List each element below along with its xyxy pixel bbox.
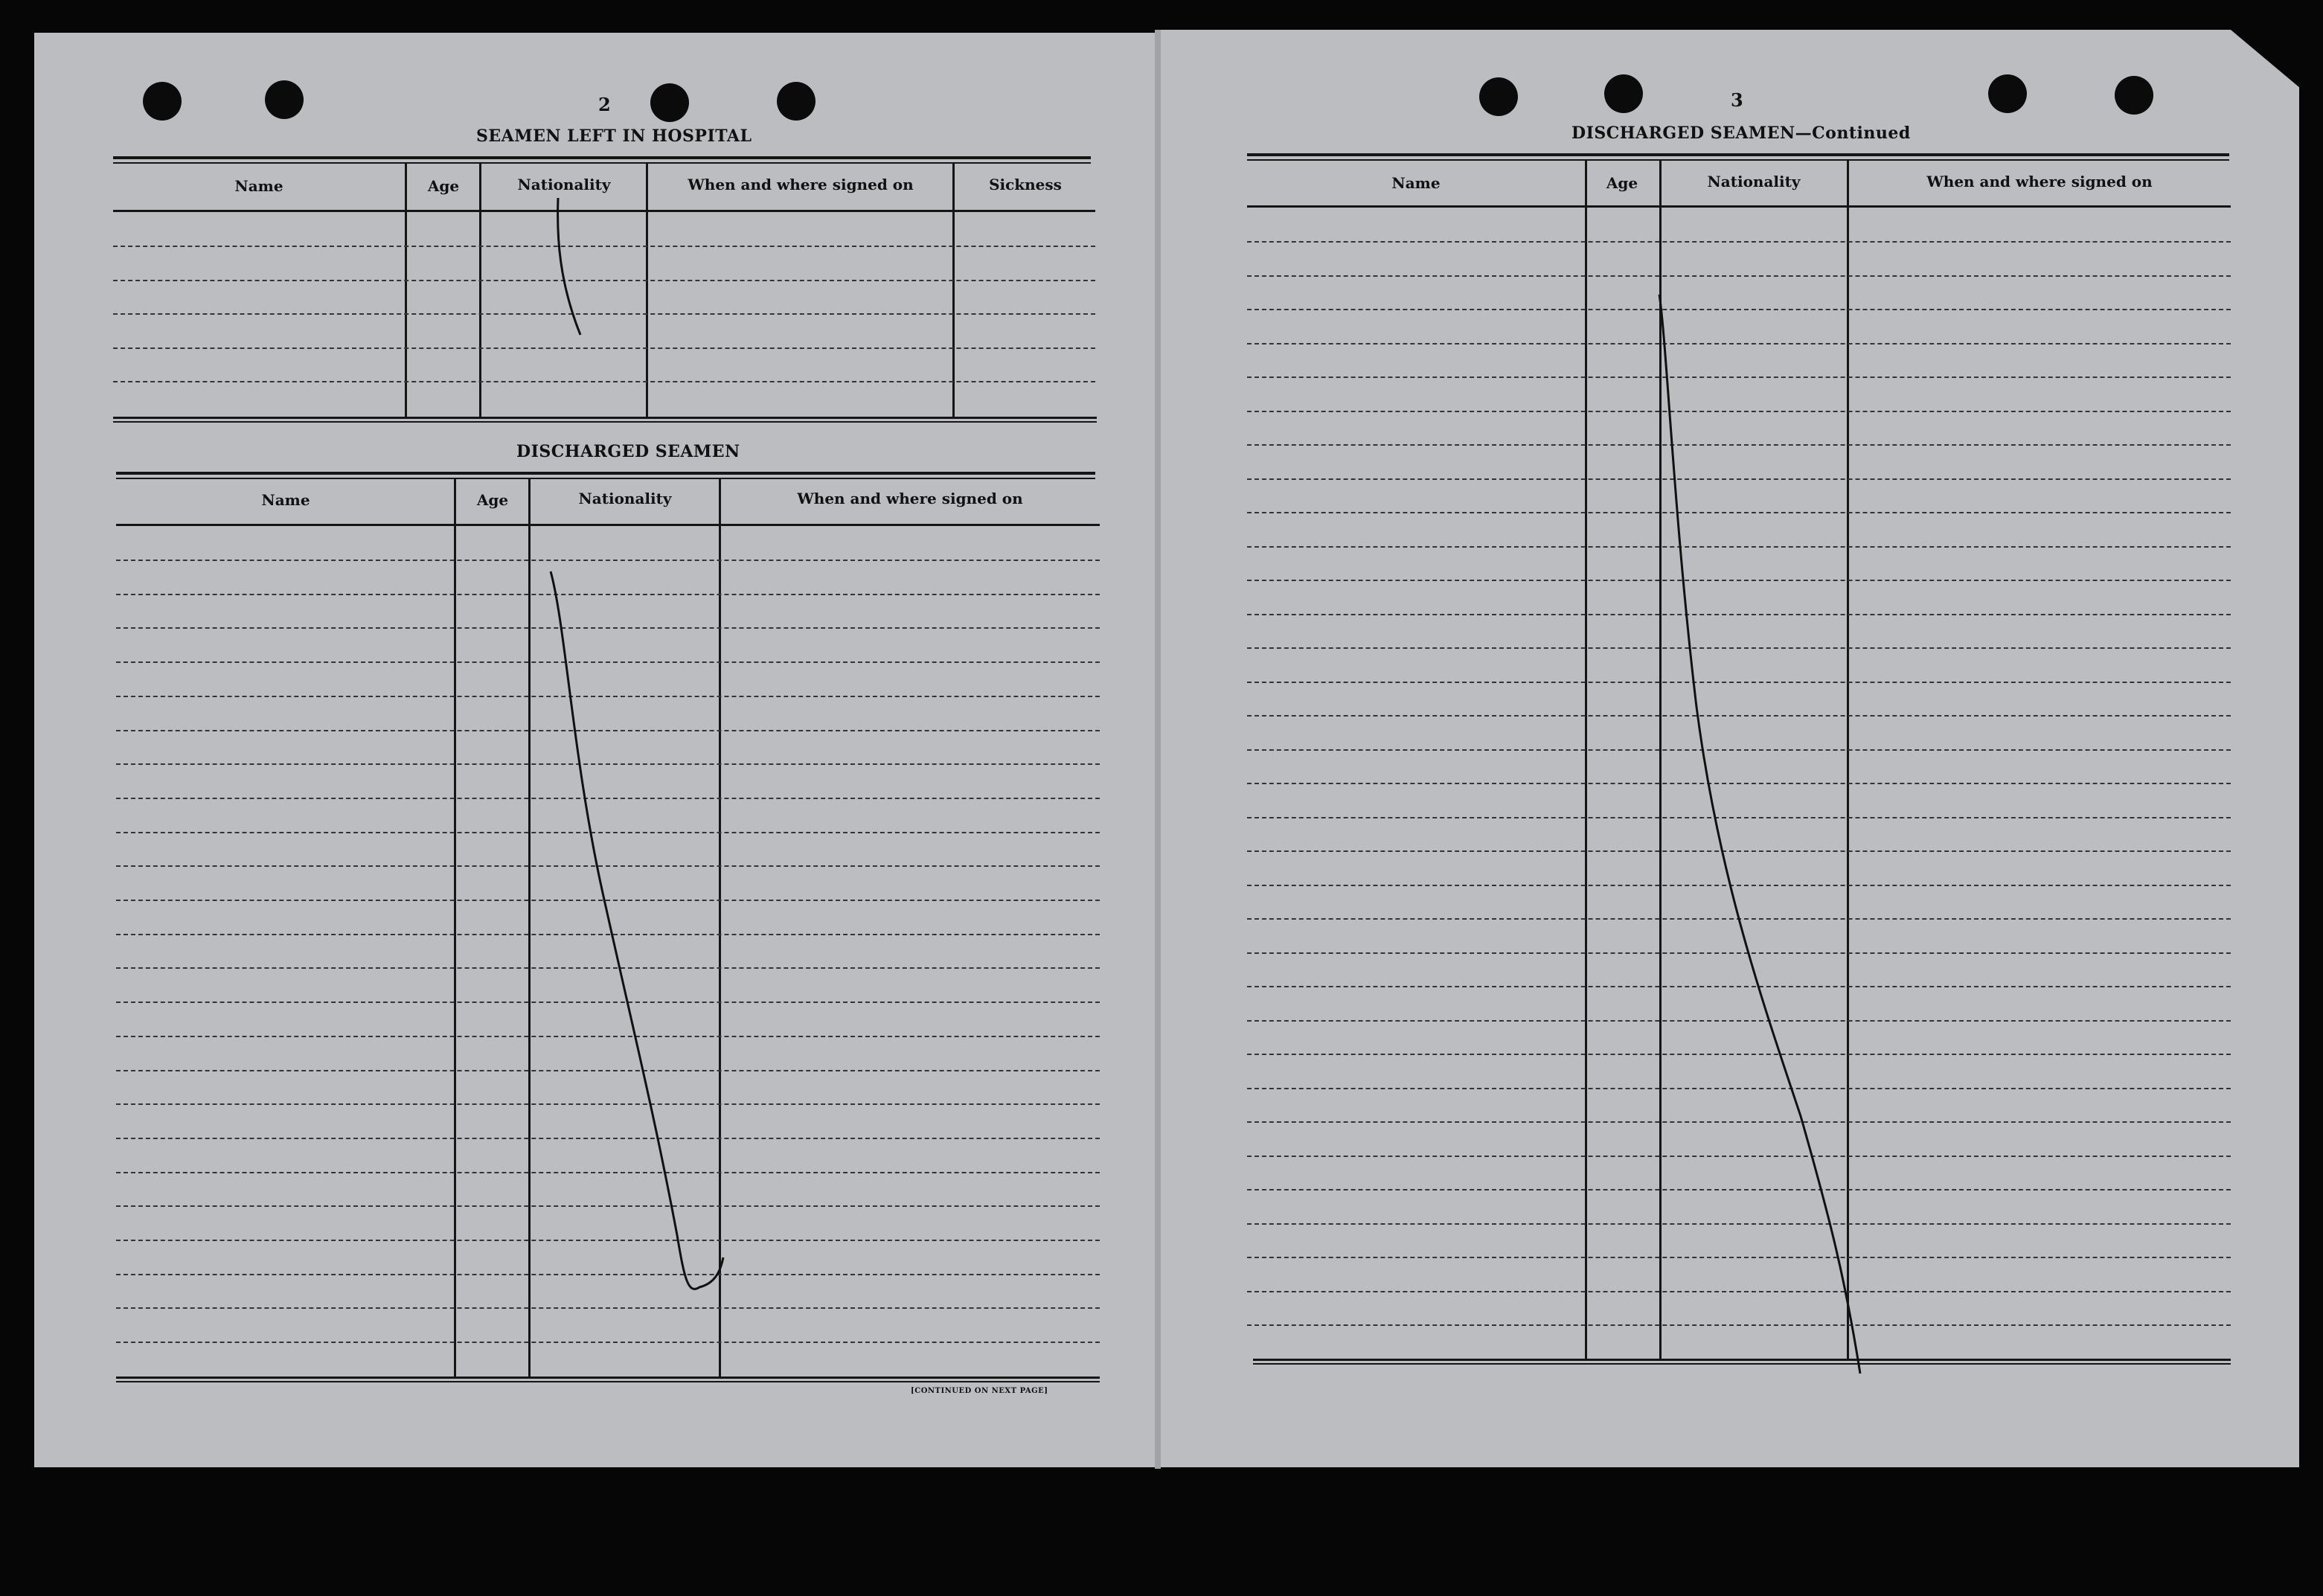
pen-stroke-hospital bbox=[558, 198, 580, 335]
right-col-age: Age bbox=[1606, 174, 1638, 192]
pen-stroke-discharged-right bbox=[1659, 295, 1860, 1374]
hospital-col-name: Name bbox=[234, 177, 283, 195]
discharged-col-nationality: Nationality bbox=[578, 490, 672, 507]
hospital-section-title: SEAMEN LEFT IN HOSPITAL bbox=[476, 126, 752, 146]
hospital-col-sickness: Sickness bbox=[989, 176, 1062, 193]
discharged-col-name: Name bbox=[261, 491, 310, 509]
right-col-when-where: When and where signed on bbox=[1926, 173, 2153, 190]
discharged-continued-title-main: DISCHARGED SEAMEN bbox=[1571, 124, 1795, 143]
hospital-col-nationality: Nationality bbox=[517, 176, 611, 193]
hospital-col-when-where: When and where signed on bbox=[688, 176, 914, 193]
discharged-col-age: Age bbox=[476, 491, 509, 509]
discharged-continued-title-suffix: —Continued bbox=[1795, 124, 1911, 143]
page-number-left: 2 bbox=[598, 94, 611, 115]
continued-footer: [CONTINUED ON NEXT PAGE] bbox=[911, 1387, 1048, 1395]
discharged-col-when-where: When and where signed on bbox=[797, 490, 1023, 507]
right-col-nationality: Nationality bbox=[1707, 173, 1801, 190]
discharged-section-title: DISCHARGED SEAMEN bbox=[516, 442, 740, 461]
hospital-col-age: Age bbox=[427, 177, 460, 195]
right-col-name: Name bbox=[1391, 174, 1441, 192]
page-number-right: 3 bbox=[1731, 89, 1743, 111]
pen-stroke-discharged-left bbox=[551, 571, 723, 1289]
